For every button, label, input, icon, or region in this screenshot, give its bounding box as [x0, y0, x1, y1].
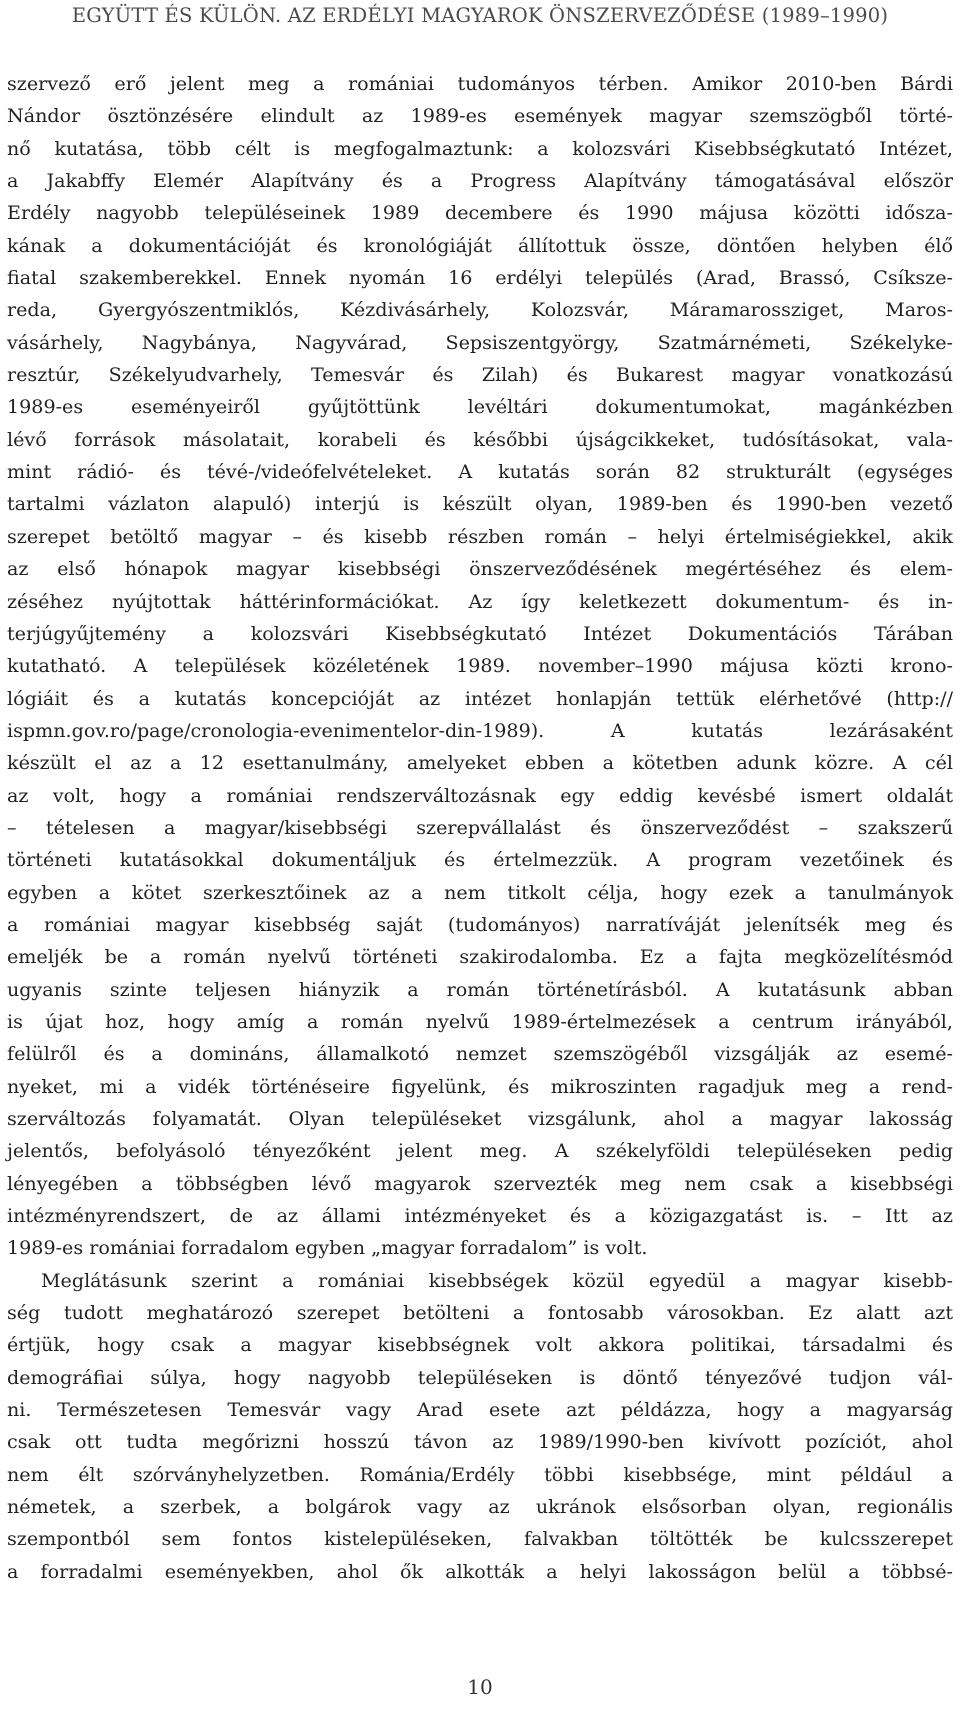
text-line: nyeket, mi a vidék történéseire figyelünk, és mikroszinten ragadjuk meg a rend- [7, 1074, 953, 1098]
text-line: 1989-es romániai forradalom egyben „magyar forradalom” is volt. [7, 1236, 648, 1260]
text-line: ispmn.gov.ro/page/cronologia-evenimentelor-din-1989). A kutatás lezárásaként [7, 718, 953, 742]
text-line: szerváltozás folyamatát. Olyan településeket vizsgálunk, ahol a magyar lakosság [7, 1107, 953, 1130]
text-line: történeti kutatásokkal dokumentáljuk és értelmezzük. A program vezetőinek és [7, 848, 953, 872]
text-line: lévő források másolatait, korabeli és későbbi újságcikkeket, tudósításokat, vala- [7, 427, 953, 451]
text-line: szerepet betöltő magyar – és kisebb részben román – helyi értelmiségiekkel, akik [7, 524, 953, 548]
page-number: 10 [467, 1675, 493, 1699]
running-head: EGYÜTT ÉS KÜLÖN. AZ ERDÉLYI MAGYAROK ÖNSZERVEZŐDÉSE (1989–1990) [71, 4, 889, 27]
text-line: az első hónapok magyar kisebbségi önszerveződésének megértéséhez és elem- [7, 557, 953, 581]
text-line: a forradalmi eseményekben, ahol ők alkották a helyi lakosságon belül a többsé- [7, 1559, 953, 1583]
text-line: tartalmi vázlaton alapuló) interjú is készült olyan, 1989-ben és 1990-ben vezető [7, 492, 953, 516]
text-line: resztúr, Székelyudvarhely, Temesvár és Zilah) és Bukarest magyar vonatkozású [7, 363, 953, 387]
text-line: lényegében a többségben lévő magyarok szervezték meg nem csak a kisebbségi [7, 1171, 953, 1195]
text-line: Erdély nagyobb településeinek 1989 decembere és 1990 májusa közötti idősza- [7, 201, 953, 225]
text-line: ugyanis szinte teljesen hiányzik a román történetírásból. A kutatásunk abban [7, 977, 953, 1001]
text-line: reda, Gyergyószentmiklós, Kézdivásárhely, Kolozsvár, Máramarossziget, Maros- [7, 298, 953, 322]
text-line: felülről és a domináns, államalkotó nemzet szemszögéből vizsgálják az esemé- [7, 1042, 953, 1066]
text-line: kának a dokumentációját és kronológiáját állítottuk össze, döntően helyben élő [7, 233, 953, 257]
text-line: csak ott tudta megőrizni hosszú távon az 1989/1990-ben kivívott pozíciót, ahol [7, 1430, 953, 1454]
text-line: szervező erő jelent meg a romániai tudományos térben. Amikor 2010-ben Bárdi [7, 72, 953, 95]
text-line: mint rádió- és tévé-/videófelvételeket. A kutatás során 82 strukturált (egységes [7, 460, 953, 484]
text-line: szempontból sem fontos kistelepüléseken, falvakban töltötték be kulcsszerepet [7, 1527, 953, 1551]
text-line: egyben a kötet szerkesztőinek az a nem titkolt célja, hogy ezek a tanulmányok [7, 880, 953, 904]
text-line: intézményrendszert, de az állami intézményeket és a közigazgatást is. – Itt az [7, 1204, 953, 1228]
text-line: 1989-es eseményeiről gyűjtöttünk levéltári dokumentumokat, magánkézben [7, 395, 953, 419]
text-line: németek, a szerbek, a bolgárok vagy az ukránok elsősorban olyan, regionális [7, 1495, 953, 1519]
text-line: nem élt szórványhelyzetben. Románia/Erdély többi kisebbsége, mint például a [7, 1462, 953, 1486]
text-line: emeljék be a román nyelvű történeti szakirodalomba. Ez a fajta megközelítésmód [7, 945, 953, 969]
text-line: vásárhely, Nagybánya, Nagyvárad, Sepsiszentgyörgy, Szatmárnémeti, Székelyke- [7, 330, 953, 354]
text-line: nő kutatása, több célt is megfogalmaztunk: a kolozsvári Kisebbségkutató Intézet, [7, 136, 953, 160]
text-line: a romániai magyar kisebbség saját (tudományos) narratíváját jelenítsék meg és [7, 912, 953, 936]
text-line: ni. Természetesen Temesvár vagy Arad esete azt példázza, hogy a magyarság [7, 1398, 953, 1422]
text-line: ség tudott meghatározó szerepet betölteni a fontosabb városokban. Ez alatt azt [7, 1301, 953, 1325]
paragraph-1 [7, 68, 953, 1265]
text-line: fiatal szakemberekkel. Ennek nyomán 16 erdélyi település (Arad, Brassó, Csíksze- [7, 266, 953, 290]
text-line: zéséhez nyújtottak háttérinformációkat. Az így keletkezett dokumentum- és in- [7, 589, 953, 613]
text-line: – tételesen a magyar/kisebbségi szerepvállalást és önszerveződést – szakszerű [7, 815, 953, 839]
text-line: terjúgyűjtemény a kolozsvári Kisebbségkutató Intézet Dokumentációs Tárában [7, 621, 953, 645]
body-text [7, 68, 953, 1588]
text-line: lógiáit és a kutatás koncepcióját az intézet honlapján tettük elérhetővé (http:// [7, 686, 953, 710]
text-line: kutatható. A települések közéletének 1989. november–1990 májusa közti krono- [7, 654, 953, 678]
text-line: Meglátásunk szerint a romániai kisebbségek közül egyedül a magyar kisebb- [41, 1268, 953, 1292]
text-line: a Jakabffy Elemér Alapítvány és a Progress Alapítvány támogatásával először [7, 169, 953, 193]
text-line: készült el az a 12 esettanulmány, amelyeket ebben a kötetben adunk közre. A cél [7, 751, 953, 775]
text-line: értjük, hogy csak a magyar kisebbségnek volt akkora politikai, társadalmi és [7, 1333, 953, 1357]
text-line: jelentős, befolyásoló tényezőként jelent meg. A székelyföldi településeken pedig [7, 1139, 953, 1163]
text-line: az volt, hogy a romániai rendszerváltozásnak egy eddig kevésbé ismert oldalát [7, 783, 953, 807]
text-line: is újat hoz, hogy amíg a román nyelvű 1989-értelmezések a centrum irányából, [7, 1009, 953, 1033]
text-line: Nándor ösztönzésére elindult az 1989-es események magyar szemszögből törté- [7, 104, 953, 128]
text-line: demográfiai súlya, hogy nagyobb településeken is döntő tényezővé tudjon vál- [7, 1365, 953, 1389]
paragraph-2 [7, 1265, 953, 1588]
